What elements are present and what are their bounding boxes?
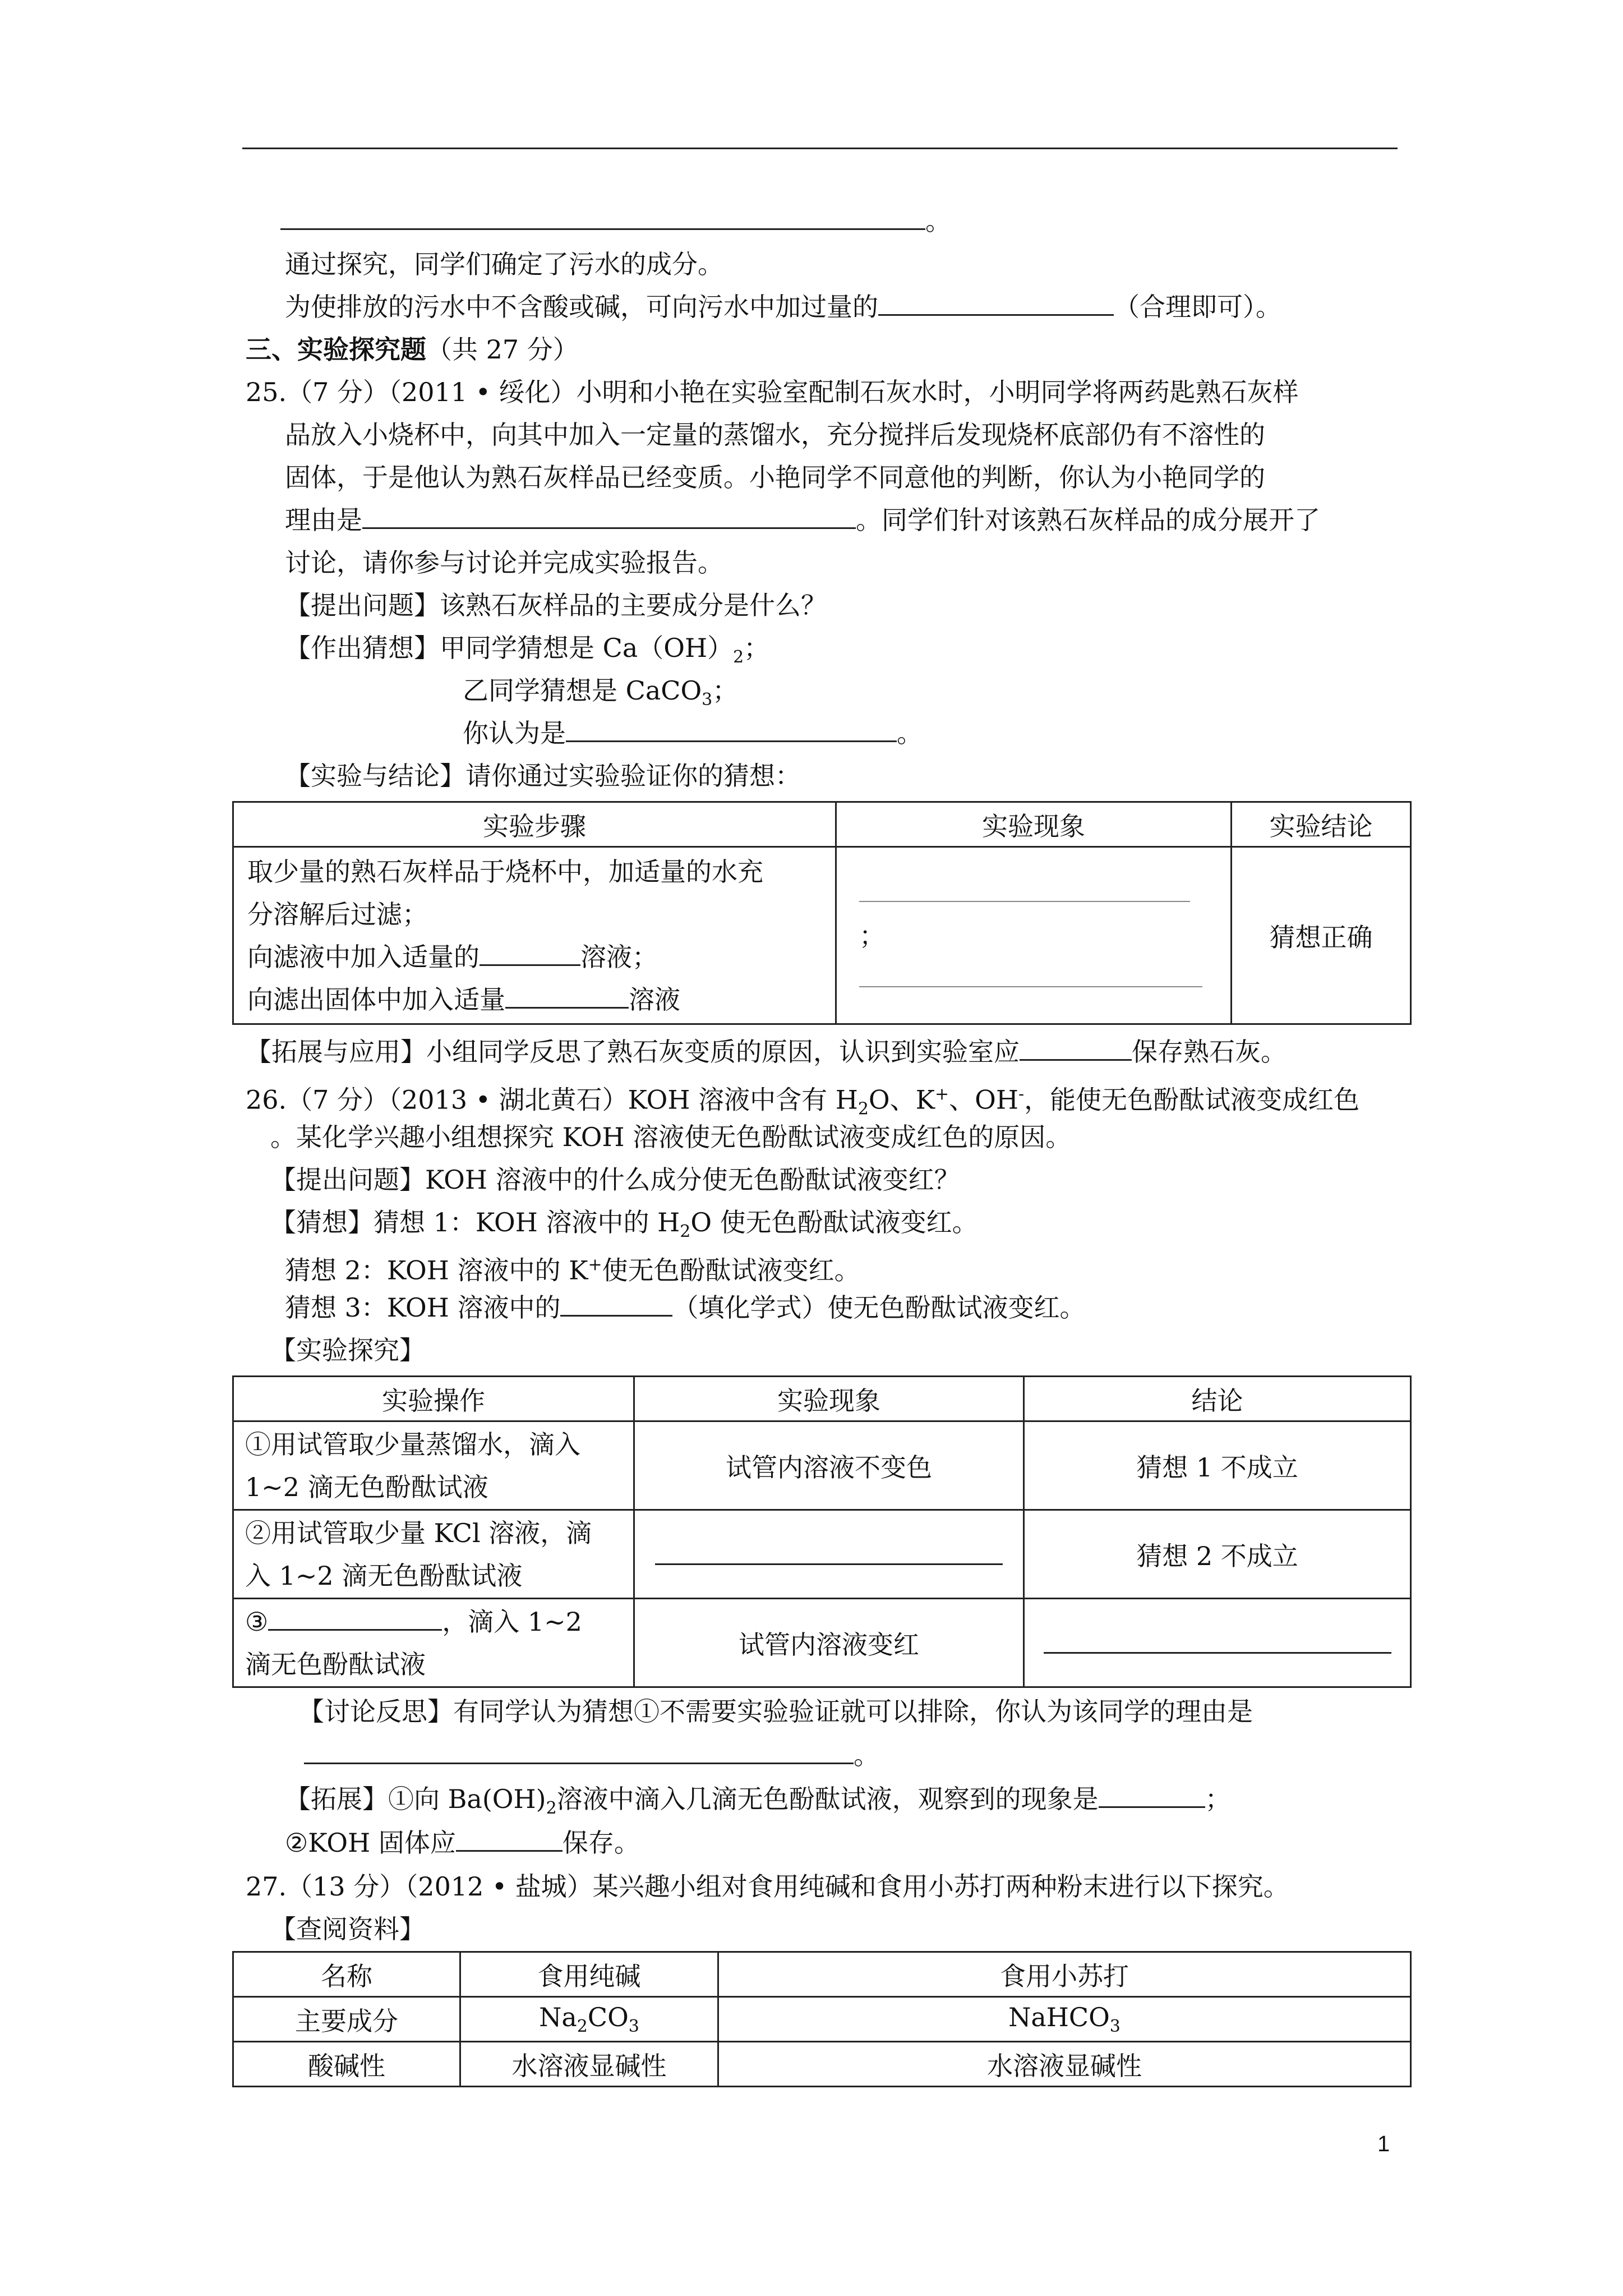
answer-blank [1020, 1033, 1132, 1061]
q27-reference-label: 【查阅资料】 [270, 1914, 425, 1944]
page-number: 1 [1377, 2132, 1390, 2156]
table-row: ②用试管取少量 KCl 溶液，滴 入 1~2 滴无色酚酞试液 猜想 2 不成立 [233, 1510, 1411, 1599]
table-row: ①用试管取少量蒸馏水，滴入 1~2 滴无色酚酞试液 试管内溶液不变色 猜想 1 不成立 [233, 1421, 1411, 1510]
answer-blank [560, 1289, 672, 1317]
q25-guess-2: 乙同学猜想是 CaCO$_3$； [463, 675, 739, 710]
q26-experiment-label: 【实验探究】 [270, 1335, 425, 1365]
table-row: 取少量的熟石灰样品于烧杯中，加适量的水充 分溶解后过滤； 向滤液中加入适量的 溶液； 向滤出固体中加入适量 溶液 ； 猜想正确 [233, 847, 1411, 1024]
answer-blank [859, 960, 1202, 987]
table-row: 主要成分 $Na_2CO_3$ NaHCO$_3$ [233, 1997, 1411, 2042]
q25-text: 品放入小烧杯中，向其中加入一定量的蒸馏水，充分搅拌后发现烧杯底部仍有不溶性的 [285, 420, 1265, 450]
table-header-row: 实验步骤 实验现象 实验结论 [233, 802, 1411, 847]
answer-blank [304, 1737, 854, 1764]
q25-text: 讨论，请你参与讨论并完成实验报告。 [285, 547, 723, 578]
q26-extension-2: ②KOH 固体应 保存。 [285, 1821, 640, 1865]
q25-extension: 【拓展与应用】小组同学反思了熟石灰变质的原因，认识到实验室应 保存熟石灰。 [246, 1030, 1287, 1074]
answer-blank [456, 1824, 562, 1852]
answer-blank [1044, 1626, 1391, 1654]
header-rule [242, 148, 1398, 149]
q26-discussion-blank: 。 [304, 1733, 879, 1777]
q25-experiment-table [232, 801, 1412, 1025]
q26-extension-1: 【拓展】①向 $Ba(OH)_2$溶液中滴入几滴无色酚酞试液，观察到的现象是 ； [285, 1777, 1231, 1830]
table-row: 酸碱性 水溶液显碱性 水溶液显碱性 [233, 2042, 1411, 2087]
q26-experiment-table [232, 1375, 1412, 1688]
answer-blank [878, 288, 1114, 316]
q25-guess-1: 【作出猜想】甲同学猜想是 $Ca(OH)_2$； [285, 633, 770, 668]
answer-line-continuation: 。 [280, 199, 951, 243]
table-row: ③ ，滴入 1~2 滴无色酚酞试液 试管内溶液变红 [233, 1599, 1411, 1687]
q25-guess-3: 你认为是 。 [463, 711, 923, 755]
q26-guess-3: 猜想 3：KOH 溶液中的 （填化学式）使无色酚酞试液变红。 [285, 1286, 1085, 1329]
table-header-row: 名称 食用纯碱 食用小苏打 [233, 1952, 1411, 1997]
q25-experiment-label: 【实验与结论】请你通过实验验证你的猜想： [285, 761, 801, 791]
answer-blank [566, 715, 897, 742]
answer-blank [1099, 1780, 1205, 1808]
q26-text: 26.（7 分）（2013 • 湖北黄石）KOH 溶液中含有 $H_2O$、K+、OH-，能使无色酚酞试液变成红色 [246, 1084, 1360, 1119]
paragraph-line: 为使排放的污水中不含酸或碱，可向污水中加过量的 （合理即可）。 [285, 285, 1281, 329]
q26-text: 。某化学兴趣小组想探究 KOH 溶液使无色酚酞试液变成红色的原因。 [270, 1122, 1072, 1152]
answer-blank [479, 938, 580, 966]
q26-guess-2: 猜想 2：KOH 溶液中的 K+使无色酚酞试液变红。 [285, 1255, 860, 1286]
q26-guess-1: 【猜想】猜想 1：KOH 溶液中的 $H_2O$ 使无色酚酞试液变红。 [270, 1207, 978, 1242]
answer-blank [268, 1603, 442, 1631]
answer-blank [655, 1538, 1003, 1565]
q25-text: 理由是 。同学们针对该熟石灰样品的成分展开了 [285, 498, 1320, 542]
section-title: 三、实验探究题（共 27 分） [246, 334, 579, 365]
q27-reference-table [232, 1951, 1412, 2087]
q26-question: 【提出问题】KOH 溶液中的什么成分使无色酚酞试液变红？ [270, 1165, 960, 1195]
table-header-row: 实验操作 实验现象 结论 [233, 1377, 1411, 1421]
q25-text: 固体，于是他认为熟石灰样品已经变质。小艳同学不同意他的判断，你认为小艳同学的 [285, 462, 1265, 493]
q26-discussion: 【讨论反思】有同学认为猜想①不需要实验验证就可以排除，你认为该同学的理由是 [298, 1696, 1253, 1727]
answer-blank [859, 875, 1190, 902]
q25-text: 25.（7 分）（2011 • 绥化）小明和小艳在实验室配制石灰水时，小明同学将两药匙熟石灰样 [246, 377, 1299, 407]
q25-question: 【提出问题】该熟石灰样品的主要成分是什么？ [285, 590, 827, 620]
q27-text: 27.（13 分）（2012 • 盐城）某兴趣小组对食用纯碱和食用小苏打两种粉末进行以下探究。 [246, 1871, 1289, 1902]
answer-blank [505, 981, 629, 1009]
answer-blank [362, 501, 856, 529]
answer-blank [280, 203, 925, 230]
paragraph-line: 通过探究，同学们确定了污水的成分。 [285, 249, 723, 279]
